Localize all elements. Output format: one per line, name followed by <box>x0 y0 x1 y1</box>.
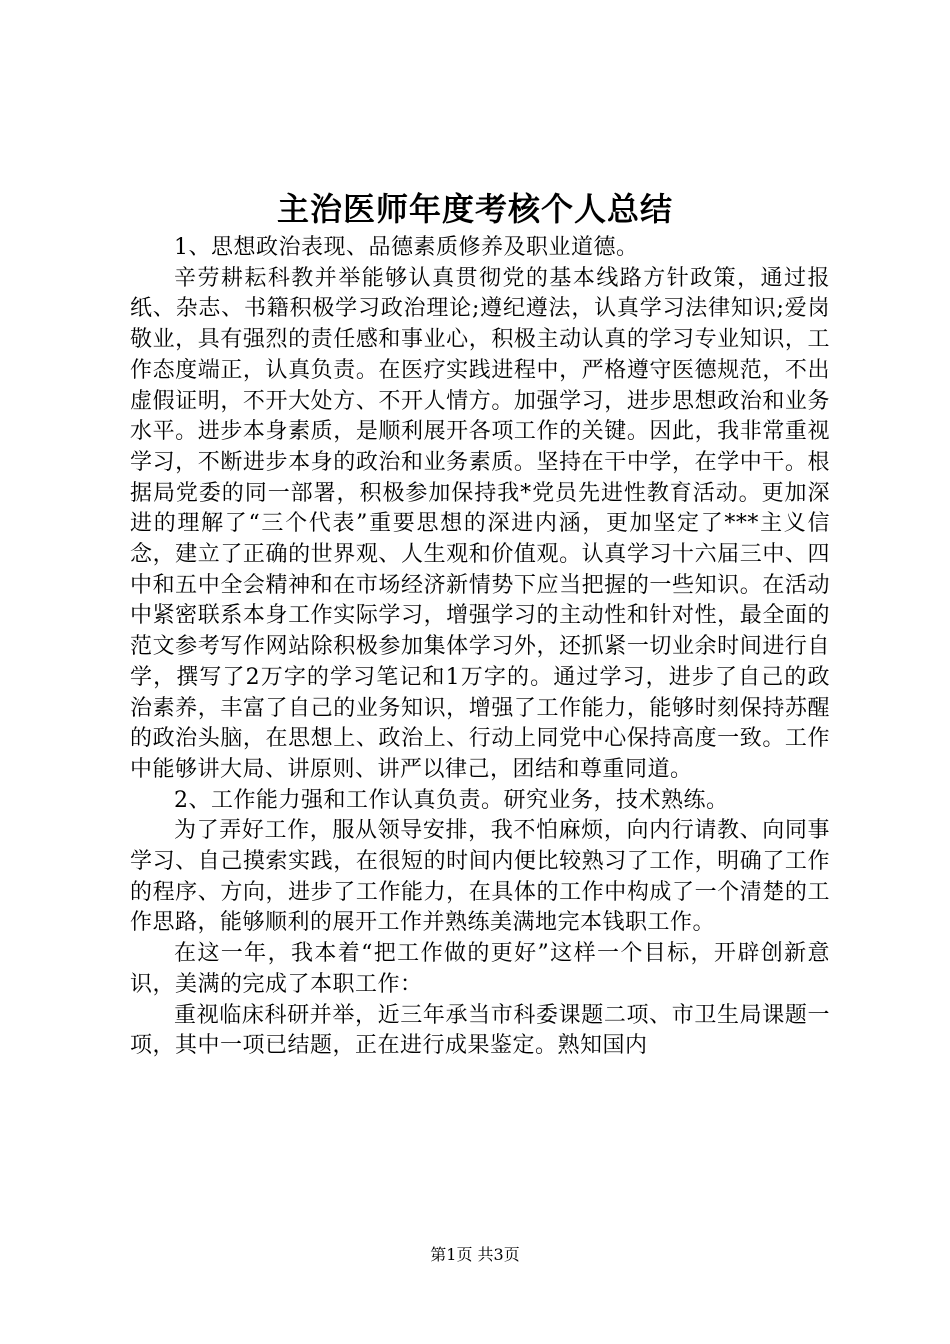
paragraph-annual-goal: 在这一年，我本着“把工作做的更好”这样一个目标，开辟创新意识，美满的完成了本职工作： <box>130 941 830 997</box>
paragraph-section-1-heading: 1、思想政治表现、品德素质修养及职业道德。 <box>174 235 639 260</box>
document-title: 主治医师年度考核个人总结 <box>276 190 673 228</box>
paragraph-work-ability: 为了弄好工作，服从领导安排，我不怕麻烦，向内行请教、向同事学习、自己摸索实践，在很短的时间内便比较熟习了工作，明确了工作的程序、方向，进步了工作能力，在具体的工作中构成了一个清楚的工作思路，能够顺利的展开工作并熟练美满地完本钱职工作。 <box>130 818 830 936</box>
paragraph-section-2-heading: 2、工作能力强和工作认真负责。研究业务，技术熟练。 <box>174 787 729 813</box>
document-body <box>130 233 830 1062</box>
page-footer: 第1页 共3页 <box>430 1245 520 1264</box>
paragraph-clinical-research: 重视临床科研并举，近三年承当市科委课题二项、市卫生局课题一项，其中一项已结题，正在进行成果鉴定。熟知国内 <box>130 1002 830 1059</box>
paragraph-political-performance: 辛劳耕耘科教并举能够认真贯彻党的基本线路方针政策，通过报纸、杂志、书籍积极学习政治理论;遵纪遵法，认真学习法律知识;爱岗敬业，具有强烈的责任感和事业心，积极主动认真的学习专业知识，工作态度端正，认真负责。在医疗实践进程中，严格遵守医德规范，不出虚假证明，不开大处方、不开人情方。加强学习，进步思想政治和业务水平。进步本身素质，是顺利展开各项工作的关键。因此，我非常重视学习，不断进步本身的政治和业务素质。坚持在干中学，在学中干。根据局党委的同一部署，积极参加保持我*党员先进性教育活动。更加深进的理解了“三个代表”重要思想的深进内涵，更加坚定了***主义信念，建立了正确的世界观、人生观和价值观。认真学习十六届三中、四中和五中全会精神和在市场经济新情势下应当把握的一些知识。在活动中紧密联系本身工作实际学习，增强学习的主动性和针对性，最全面的范文参考写作网站除积极参加集体学习外，还抓紧一切业余时间进行自学，撰写了2万字的学习笔记和1万字的。通过学习，进步了自己的政治素养，丰富了自己的业务知识，增强了工作能力，能够时刻保持苏醒的政治头脑，在思想上、政治上、行动上同党中心保持高度一致。工作中能够讲大局、讲原则、讲严以律己，团结和尊重同道。 <box>130 265 830 782</box>
